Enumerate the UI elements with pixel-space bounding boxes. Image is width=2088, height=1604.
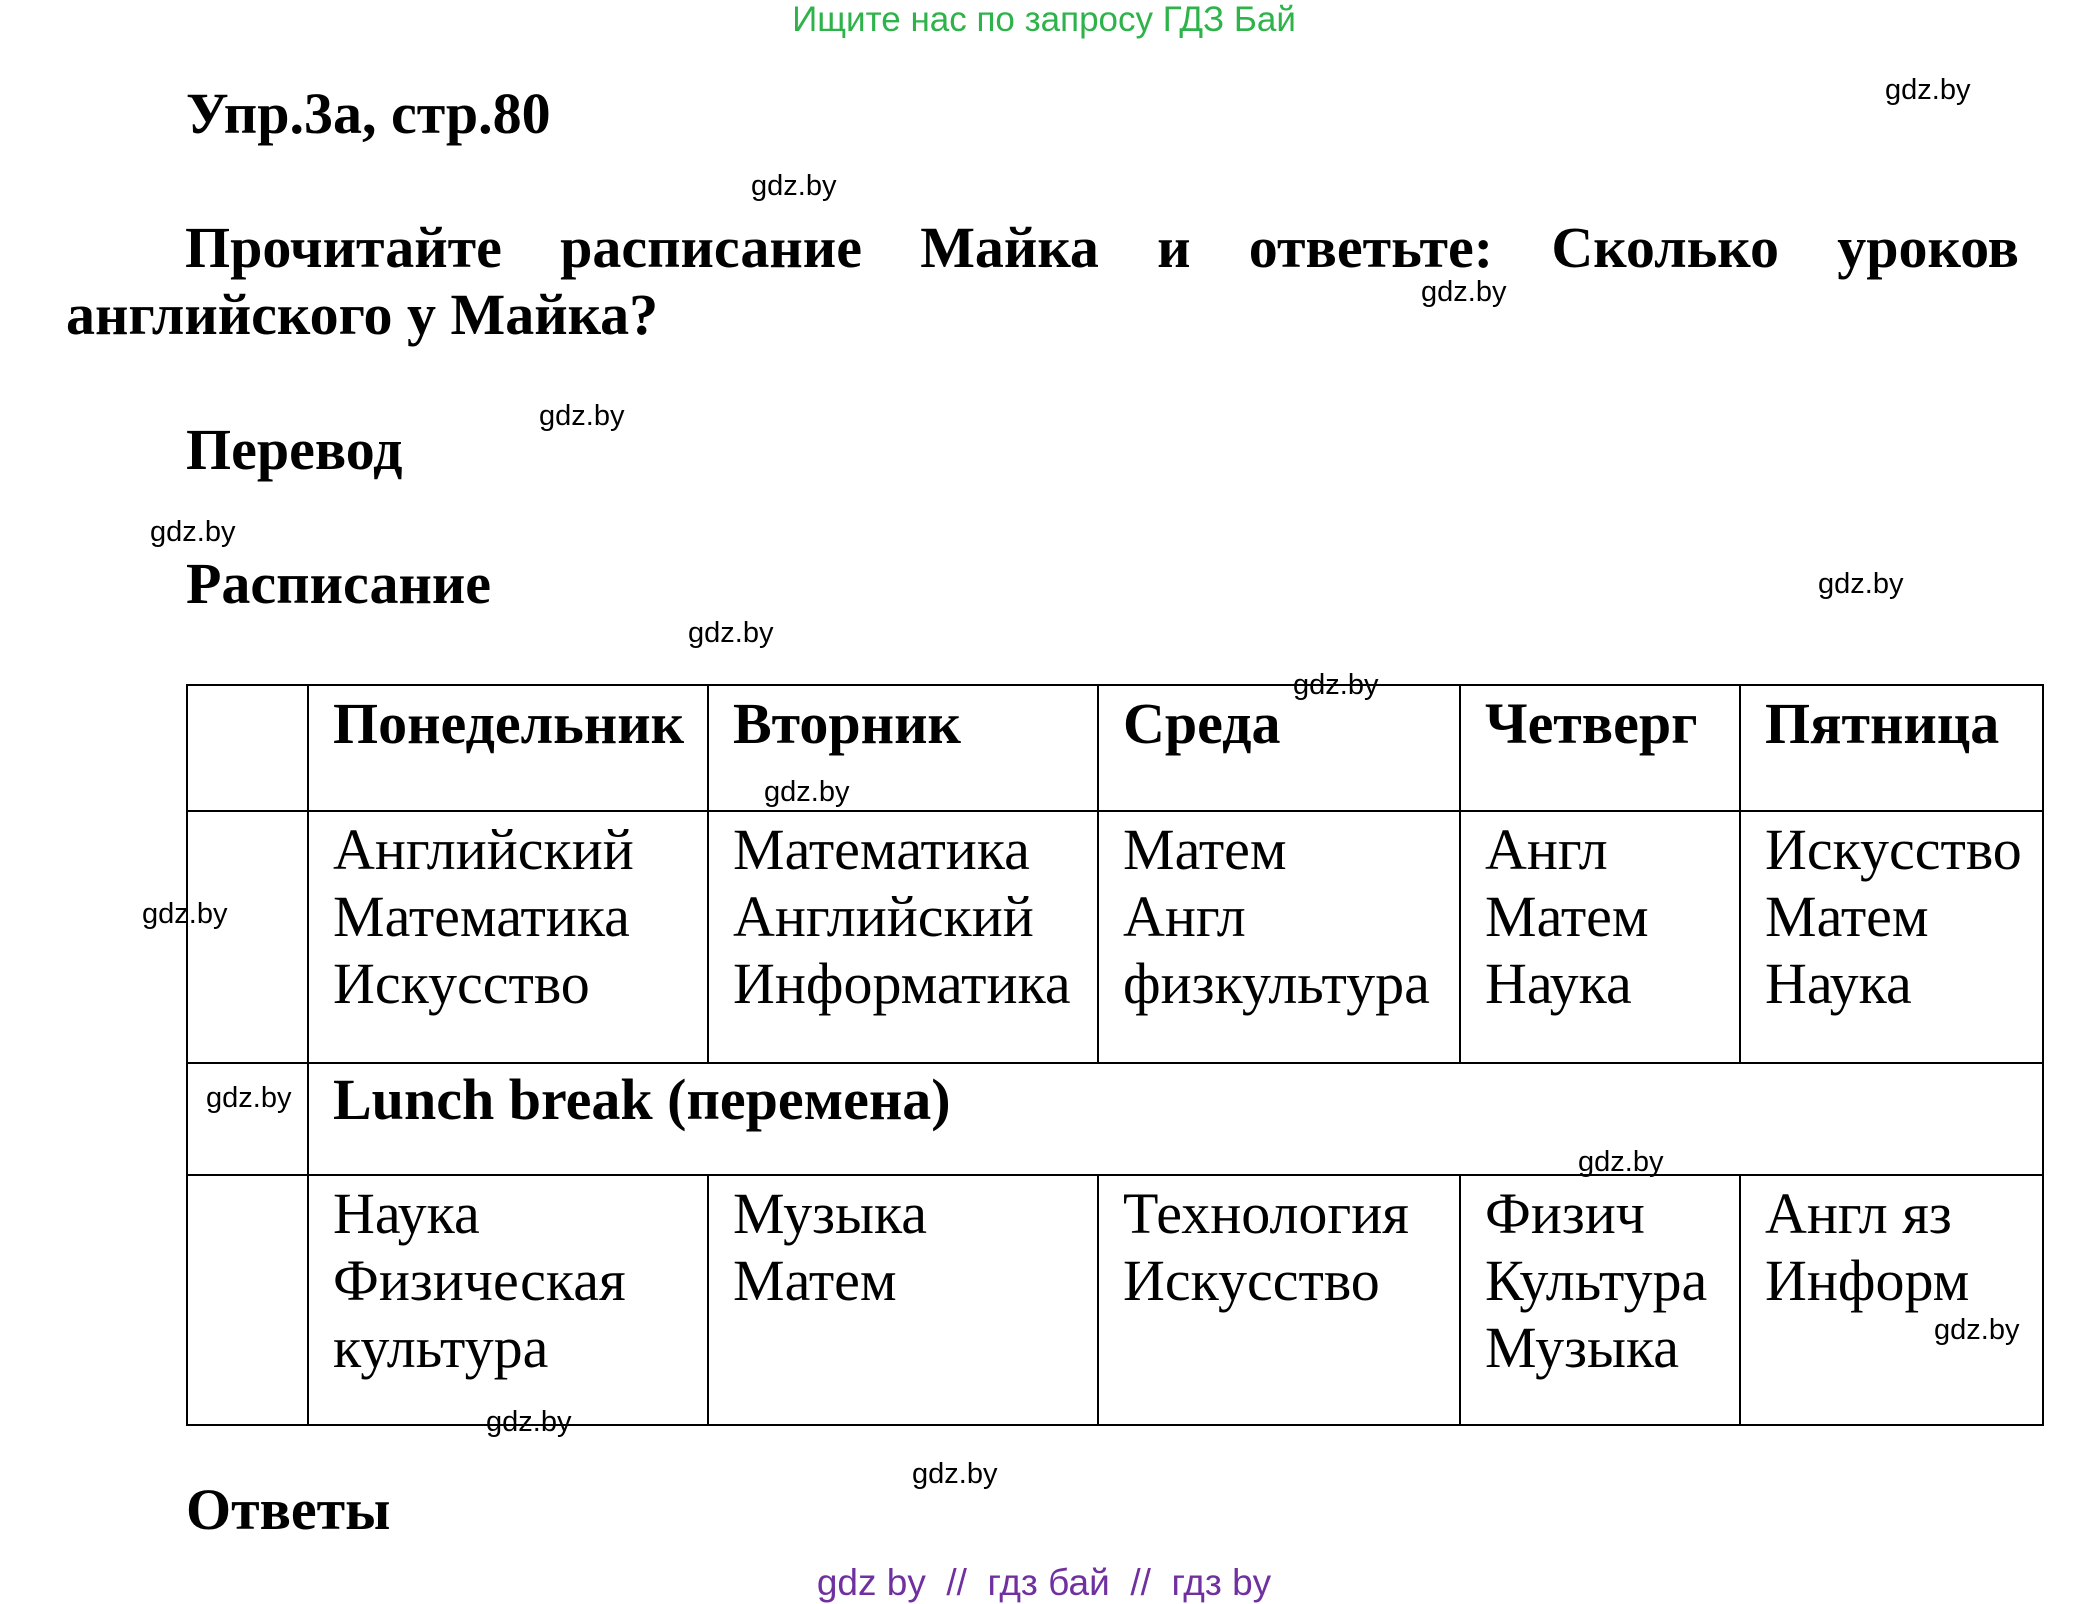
watermark: gdz.by [751,170,837,202]
schedule-table [186,684,2044,1426]
day-header: Вторник [708,685,1098,811]
watermark: gdz.by [539,400,625,432]
watermark: gdz.by [1818,568,1904,600]
morning-row [187,811,2043,1063]
lesson: Матем [1123,817,1287,882]
watermark: gdz.by [150,516,236,548]
lesson: Англ яз [1765,1181,1952,1246]
days-row [187,685,2043,811]
lesson-cell [708,811,1098,1063]
lunch-break-label: Lunch break (перемена) [333,1067,951,1132]
watermark: gdz.by [486,1406,572,1438]
lesson-cell [708,1175,1098,1425]
lesson: Наука [1765,951,1912,1016]
watermark: gdz.by [206,1082,292,1114]
translation-heading: Перевод [186,417,403,482]
lesson: Искусство [1765,817,2022,882]
lesson: Физическая [333,1248,626,1313]
row-label-cell [187,1063,308,1175]
day-header: Среда [1098,685,1460,811]
row-label-cell [187,685,308,811]
lesson-cell [1460,811,1740,1063]
lesson: Музыка [1485,1315,1680,1380]
lesson-cell [308,1175,708,1425]
watermark: gdz.by [688,617,774,649]
day-header: Понедельник [308,685,708,811]
lesson-cell [1740,1175,2043,1425]
lesson: Физич [1485,1181,1645,1246]
lesson: Англ [1123,884,1246,949]
lesson: Музыка [733,1181,928,1246]
lesson-cell [1098,1175,1460,1425]
lesson: Наука [1485,951,1632,1016]
lesson-cell [1098,811,1460,1063]
watermark: gdz.by [1421,276,1507,308]
lesson: Матем [1765,884,1929,949]
lesson: культура [333,1315,549,1380]
afternoon-row [187,1175,2043,1425]
answers-heading: Ответы [186,1477,391,1542]
watermark: gdz.by [1934,1314,2020,1346]
watermark: gdz.by [912,1458,998,1490]
lesson: Математика [733,817,1030,882]
lunch-cell [308,1063,2043,1175]
lesson: Культура [1485,1248,1708,1313]
lesson: Англ [1485,817,1608,882]
lesson: Английский [733,884,1034,949]
watermark: gdz.by [142,898,228,930]
lesson: Искусство [1123,1248,1380,1313]
task-text: Прочитайте расписание Майка и ответьте: Сколько уроков английского у Майка? [66,215,2019,347]
footer-links: gdz by // гдз бай // гдз by [816,1562,1272,1603]
exercise-title: Упр.3а, стр.80 [186,81,551,146]
row-label-cell [187,1175,308,1425]
lesson: Матем [733,1248,897,1313]
lesson: Искусство [333,951,590,1016]
schedule-heading: Расписание [186,551,492,616]
day-header: Четверг [1460,685,1740,811]
lesson: Наука [333,1181,480,1246]
row-label-cell [187,811,308,1063]
lesson-cell [1460,1175,1740,1425]
lesson: Информ [1765,1248,1970,1313]
lesson: Информатика [733,951,1071,1016]
lesson-cell [1740,811,2043,1063]
watermark: gdz.by [1885,74,1971,106]
lunch-row [187,1063,2043,1175]
lesson: Английский [333,817,634,882]
watermark: gdz.by [1578,1146,1664,1178]
watermark: gdz.by [764,776,850,808]
lesson: Математика [333,884,630,949]
lesson: Технология [1123,1181,1409,1246]
watermark: gdz.by [1293,669,1379,701]
day-header: Пятница [1740,685,2043,811]
lesson: физкультура [1123,951,1430,1016]
lesson-cell [308,811,708,1063]
lesson: Матем [1485,884,1649,949]
top-banner: Ищите нас по запросу ГДЗ Бай [792,0,1296,39]
